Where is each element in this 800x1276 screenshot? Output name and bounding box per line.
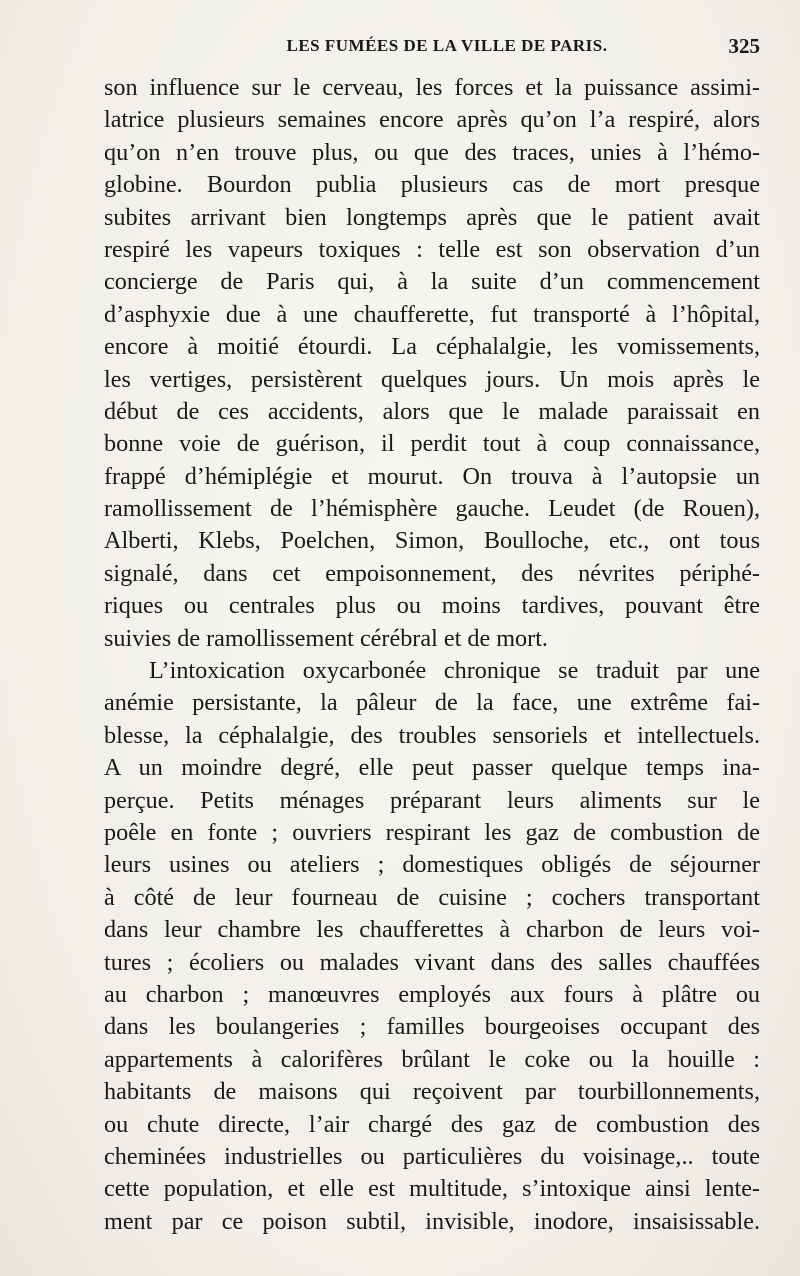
text-line: suivies de ramollissement cérébral et de mort. — [104, 624, 548, 652]
text-line: latrice plusieurs semaines encore après qu’on l’a respiré, alors — [104, 106, 760, 134]
text-line: au charbon ; manœuvres employés aux fours à plâtre ou — [104, 980, 760, 1008]
text-line: à côté de leur fourneau de cuisine ; cochers transportant — [104, 883, 760, 911]
text-line: qu’on n’en trouve plus, ou que des traces, unies à l’hémo- — [104, 138, 760, 166]
text-line: signalé, dans cet empoisonnement, des névrites périphé- — [104, 559, 760, 587]
text-line: appartements à calorifères brûlant le coke ou la houille : — [104, 1045, 760, 1073]
text-line: subites arrivant bien longtemps après que le patient avait — [104, 203, 760, 231]
text-line: concierge de Paris qui, à la suite d’un commencement — [104, 268, 760, 296]
text-line: cette population, et elle est multitude, s’intoxique ainsi lente- — [104, 1175, 760, 1203]
text-line: son influence sur le cerveau, les forces et la puissance assimi- — [104, 74, 760, 101]
text-line: ment par ce poison subtil, invisible, inodore, insaisissable. — [104, 1207, 760, 1235]
text-line: tures ; écoliers ou malades vivant dans des salles chauffées — [104, 948, 760, 976]
text-line: dans leur chambre les chaufferettes à charbon de leurs voi- — [104, 916, 760, 944]
text-line: blesse, la céphalalgie, des troubles sensoriels et intellectuels. — [104, 721, 760, 749]
text-line: les vertiges, persistèrent quelques jours. Un mois après le — [104, 365, 760, 393]
text-line: ou chute directe, l’air chargé des gaz de combustion des — [104, 1110, 760, 1138]
paragraph-2 — [104, 655, 760, 1238]
text-line: A un moindre degré, elle peut passer quelque temps ina- — [104, 754, 760, 782]
text-line: frappé d’hémiplégie et mourut. On trouva à l’autopsie un — [104, 462, 760, 490]
text-line: début de ces accidents, alors que le malade paraissait en — [104, 397, 760, 425]
text-line: cheminées industrielles ou particulières du voisinage,.. toute — [104, 1142, 760, 1170]
text-line: globine. Bourdon publia plusieurs cas de mort presque — [104, 171, 760, 199]
text-line: perçue. Petits ménages préparant leurs aliments sur le — [104, 786, 760, 814]
text-line: Alberti, Klebs, Poelchen, Simon, Boulloche, etc., ont tous — [104, 527, 760, 555]
text-line: bonne voie de guérison, il perdit tout à coup connaissance, — [104, 430, 760, 458]
text-line: riques ou centrales plus ou moins tardives, pouvant être — [104, 592, 760, 620]
paragraph-1 — [104, 72, 760, 655]
text-line: L’intoxication oxycarbonée chronique se traduit par une — [149, 657, 760, 685]
running-head — [104, 36, 760, 64]
text-line: respiré les vapeurs toxiques : telle est son observation d’un — [104, 235, 760, 263]
running-title: LES FUMÉES DE LA VILLE DE PARIS. — [286, 36, 608, 55]
text-line: poêle en fonte ; ouvriers respirant les gaz de combustion de — [104, 818, 760, 846]
text-line: encore à moitié étourdi. La céphalalgie, les vomissements, — [104, 333, 760, 361]
text-line: anémie persistante, la pâleur de la face, une extrême fai- — [104, 689, 760, 717]
page-number: 325 — [728, 34, 760, 58]
text-line: dans les boulangeries ; familles bourgeoises occupant des — [104, 1013, 760, 1041]
text-line: habitants de maisons qui reçoivent par tourbillonnements, — [104, 1078, 760, 1106]
body-text — [104, 72, 760, 1238]
text-line: leurs usines ou ateliers ; domestiques obligés de séjourner — [104, 851, 760, 879]
text-line: ramollissement de l’hémisphère gauche. Leudet (de Rouen), — [104, 495, 760, 523]
text-line: d’asphyxie due à une chaufferette, fut transporté à l’hôpital, — [104, 300, 760, 328]
